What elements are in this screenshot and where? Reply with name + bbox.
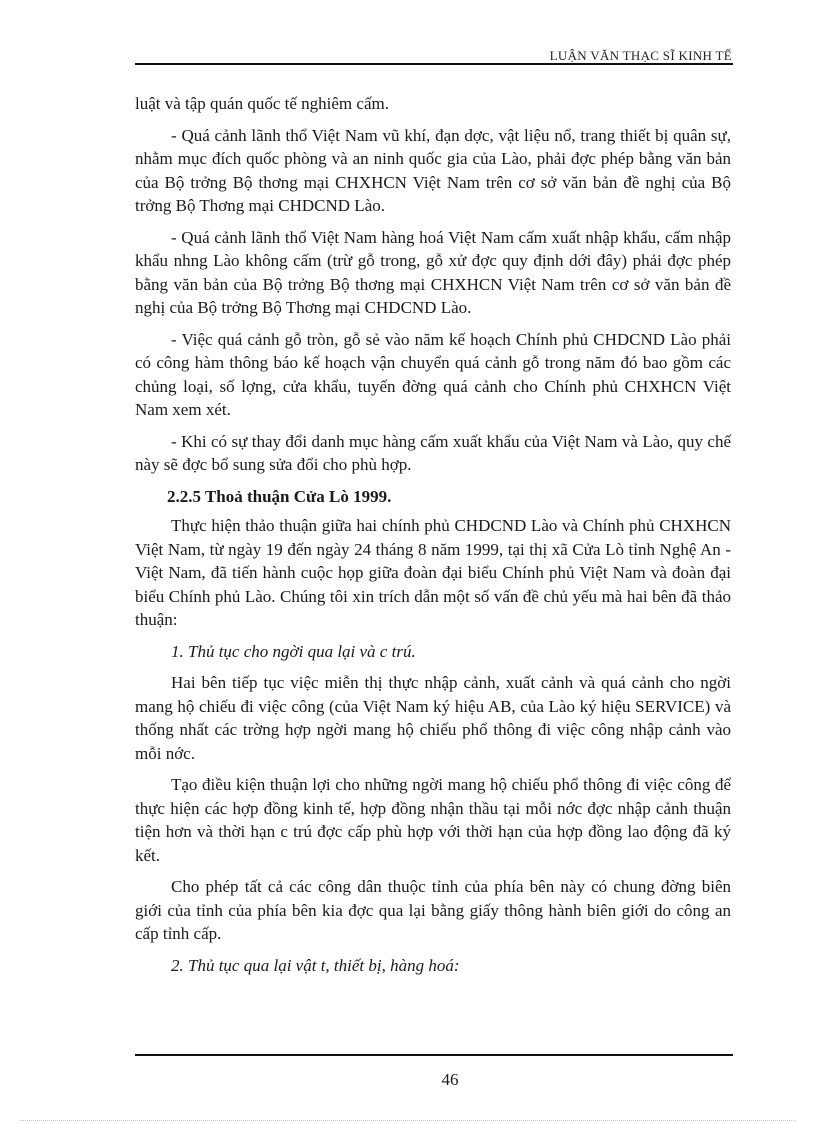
section-heading: 2.2.5 Thoả thuận Cửa Lò 1999. [167,486,392,506]
paragraph: - Việc quá cảnh gỗ tròn, gỗ sẻ vào năm kế hoạch Chính phủ CHDCND Lào phải có công hàm thông báo kế hoạch vận chuyển quá cảnh gỗ trong năm đó bao gồm các chủng loại, số lợng, cửa khẩu, tuyến đờng quá cảnh cho Chính phủ CHXHCN Việt Nam xem xét. [135,329,731,419]
footer-rule [135,1054,733,1056]
paragraph: - Quá cảnh lãnh thổ Việt Nam vũ khí, đạn dợc, vật liệu nổ, trang thiết bị quân sự, nhằm mục đích quốc phòng và an ninh quốc gia của Lào, phải đợc phép bằng văn bản của Bộ trởng Bộ thơng mại CHXHCN Việt Nam trên cơ sở văn bản đề nghị của Bộ trởng Bộ Thơng mại CHDCND Lào. [135,125,731,215]
subheading: 2. Thủ tục qua lại vật t, thiết bị, hàng hoá: [171,955,460,975]
paragraph: Thực hiện thảo thuận giữa hai chính phủ CHDCND Lào và Chính phủ CHXHCN Việt Nam, từ ngày 19 đến ngày 24 tháng 8 năm 1999, tại thị xã Cửa Lò tỉnh Nghệ An - Việt Nam, đã tiến hành cuộc họp giữa đoàn đại biểu Chính phủ Việt Nam và đoàn đại biểu Chính phủ Lào. Chúng tôi xin trích dẫn một số vấn đề chủ yếu mà hai bên đã thảo thuận: [135,516,731,629]
paragraph: - Khi có sự thay đổi danh mục hàng cấm xuất khẩu của Việt Nam và Lào, quy chế này sẽ đợc bổ sung sửa đổi cho phù hợp. [135,431,731,474]
paragraph: - Quá cảnh lãnh thổ Việt Nam hàng hoá Việt Nam cấm xuất nhập khẩu, cấm nhập khẩu nhng Lào không cấm (trừ gỗ trong, gỗ xử đợc quy định dới đây) phải đợc phép bằng văn bản của Bộ trởng Bộ thơng mại CHXHCN Việt Nam trên cơ sở văn bản đề nghị của Bộ trởng Bộ Thơng mại CHDCND Lào. [135,227,731,317]
page-number: 46 [441,1070,459,1089]
body-content [135,92,731,985]
page-bottom-border [20,1120,796,1121]
paragraph: luật và tập quán quốc tế nghiêm cấm. [135,94,389,113]
paragraph: Tạo điều kiện thuận lợi cho những ngời mang hộ chiếu phổ thông đi việc công để thực hiện các hợp đồng kinh tế, hợp đồng nhận thầu tại mỗi nớc đợc nhập cảnh thuận tiện hơn và thời hạn c trú đợc cấp phù hợp với thời hạn của hợp đồng lao động đã ký kết. [135,775,731,865]
subheading: 1. Thủ tục cho ngời qua lại và c trú. [171,641,416,661]
header-rule [135,63,733,65]
paragraph: Hai bên tiếp tục việc miễn thị thực nhập cảnh, xuất cảnh và quá cảnh cho ngời mang hộ chiếu đi việc công (của Việt Nam ký hiệu AB, của Lào ký hiệu SERVICE) và thống nhất các trờng hợp ngời mang hộ chiếu phổ thông đi việc công nhập cảnh vào mỗi nớc. [135,673,731,763]
running-header: LUẬN VĂN THẠC SĨ KINH TẾ [549,48,732,63]
paragraph: Cho phép tất cả các công dân thuộc tỉnh của phía bên này có chung đờng biên giới của tỉnh của phía bên kia đợc qua lại bằng giấy thông hành biên giới do công an cấp tỉnh cấp. [135,877,731,943]
